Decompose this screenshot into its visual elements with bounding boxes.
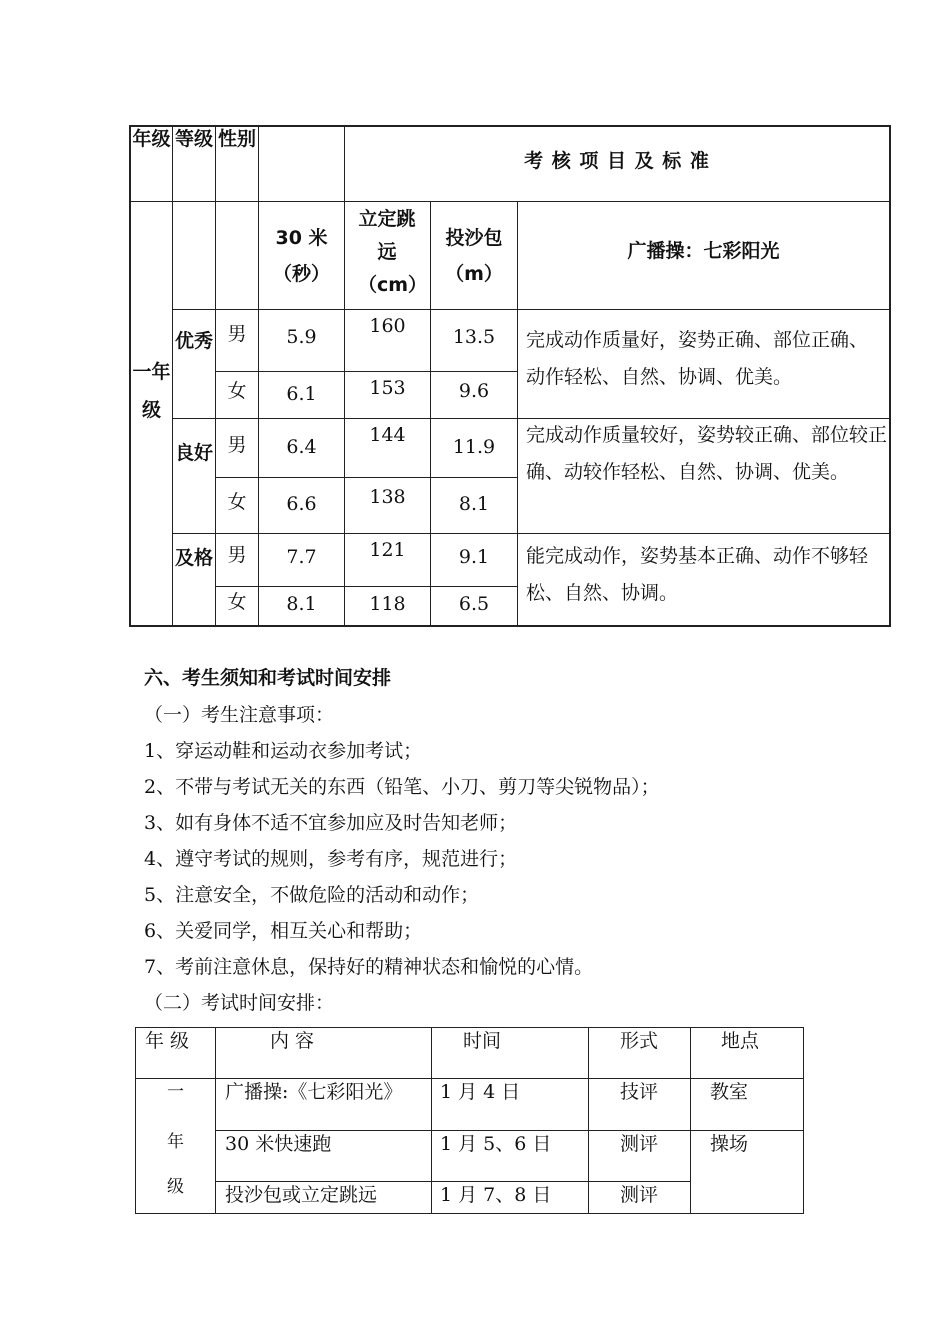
run-cell: 7.7	[286, 546, 317, 568]
header-grade: 年级	[132, 128, 171, 150]
sandbag-cell: 11.9	[452, 436, 496, 458]
schedule-header-form: 形式	[620, 1030, 659, 1052]
header-level: 等级	[174, 128, 213, 150]
table-border	[517, 201, 518, 627]
schedule-time: 1 月 4 日	[440, 1081, 521, 1103]
gender-cell: 女	[227, 380, 247, 402]
schedule-content: 投沙包或立定跳远	[225, 1184, 378, 1206]
jump-cell: 138	[369, 486, 406, 508]
jump-cell: 121	[369, 539, 406, 561]
section-heading: 六、考生须知和考试时间安排	[144, 667, 392, 689]
table-border	[129, 625, 891, 627]
schedule-grade-char: 一	[167, 1082, 184, 1102]
table-border	[172, 533, 890, 534]
exercise-criteria: 能完成动作，姿势基本正确、动作不够轻松、自然、协调。	[526, 545, 869, 604]
gender-cell: 男	[227, 434, 247, 456]
table-border	[135, 1213, 804, 1214]
jump-cell: 153	[369, 377, 406, 399]
run-cell: 6.6	[286, 493, 317, 515]
level-label: 良好	[174, 442, 213, 464]
note-item: 5、注意安全，不做危险的活动和动作；	[144, 884, 480, 906]
table-border	[135, 1027, 804, 1028]
table-border	[431, 1027, 432, 1214]
gender-cell: 男	[227, 544, 247, 566]
table-border	[129, 201, 891, 202]
run-cell: 5.9	[286, 326, 317, 348]
run-cell: 6.4	[286, 436, 317, 458]
sandbag-cell: 9.1	[458, 546, 490, 568]
note-item: 2、不带与考试无关的东西（铅笔、小刀、剪刀等尖锐物品）；	[144, 776, 660, 798]
sandbag-cell: 8.1	[458, 493, 490, 515]
table-border	[172, 309, 890, 310]
header-gender: 性别	[217, 128, 256, 150]
note-item: 6、关爱同学，相互关心和帮助；	[144, 920, 423, 942]
sandbag-cell: 13.5	[452, 326, 496, 348]
gender-cell: 女	[227, 591, 247, 613]
header-sandbag: 投沙包（m）	[445, 227, 503, 285]
schedule-heading: （二）考试时间安排：	[144, 992, 335, 1014]
schedule-form: 测评	[620, 1133, 659, 1155]
level-label: 优秀	[174, 330, 213, 352]
sandbag-cell: 6.5	[458, 593, 490, 615]
sandbag-cell: 9.6	[458, 380, 490, 402]
schedule-content: 30 米快速跑	[225, 1133, 332, 1155]
table-border	[215, 371, 517, 372]
table-border	[803, 1027, 804, 1214]
schedule-place: 操场	[710, 1133, 749, 1155]
schedule-content: 广播操:《七彩阳光》	[225, 1081, 403, 1103]
header-30m: 30 米（秒）	[272, 227, 330, 285]
header-jump: 立定跳远（cm）	[358, 208, 428, 296]
note-item: 3、如有身体不适不宜参加应及时告知老师；	[144, 812, 518, 834]
table-border	[215, 1027, 216, 1214]
schedule-header-place: 地点	[721, 1030, 760, 1052]
schedule-grade-char: 年	[167, 1132, 184, 1152]
grade-label: 一年级	[132, 361, 171, 421]
note-item: 1、穿运动鞋和运动衣参加考试；	[144, 740, 423, 762]
table-border	[215, 477, 517, 478]
header-title: 考 核 项 目 及 标 准	[524, 150, 710, 172]
schedule-place: 教室	[710, 1081, 749, 1103]
exercise-criteria: 完成动作质量好，姿势正确、部位正确、动作轻松、自然、协调、优美。	[526, 329, 869, 388]
schedule-header-content: 内 容	[270, 1030, 315, 1052]
schedule-header-grade: 年 级	[145, 1030, 190, 1052]
run-cell: 8.1	[286, 593, 317, 615]
level-label: 及格	[174, 547, 213, 569]
table-border	[135, 1078, 804, 1079]
notes-heading: （一）考生注意事项：	[144, 704, 335, 726]
gender-cell: 女	[227, 491, 247, 513]
header-exercise: 广播操：七彩阳光	[627, 240, 780, 262]
jump-cell: 144	[369, 424, 406, 446]
schedule-time: 1 月 7、8 日	[440, 1184, 552, 1206]
schedule-time: 1 月 5、6 日	[440, 1133, 552, 1155]
gender-cell: 男	[227, 323, 247, 345]
schedule-header-time: 时间	[463, 1030, 502, 1052]
note-item: 4、遵守考试的规则，参考有序，规范进行；	[144, 848, 518, 870]
jump-cell: 160	[369, 315, 406, 337]
note-item: 7、考前注意休息，保持好的精神状态和愉悦的心情。	[144, 956, 594, 978]
exercise-criteria: 完成动作质量较好，姿势较正确、部位较正确、动较作轻松、自然、协调、优美。	[526, 424, 888, 483]
table-border	[690, 1027, 691, 1214]
table-border	[588, 1027, 589, 1214]
table-border	[215, 586, 517, 587]
table-border	[215, 1130, 804, 1131]
run-cell: 6.1	[286, 383, 317, 405]
table-border	[215, 1181, 690, 1182]
schedule-form: 技评	[620, 1081, 659, 1103]
schedule-form: 测评	[620, 1184, 659, 1206]
schedule-grade-char: 级	[167, 1177, 184, 1197]
jump-cell: 118	[369, 593, 406, 615]
